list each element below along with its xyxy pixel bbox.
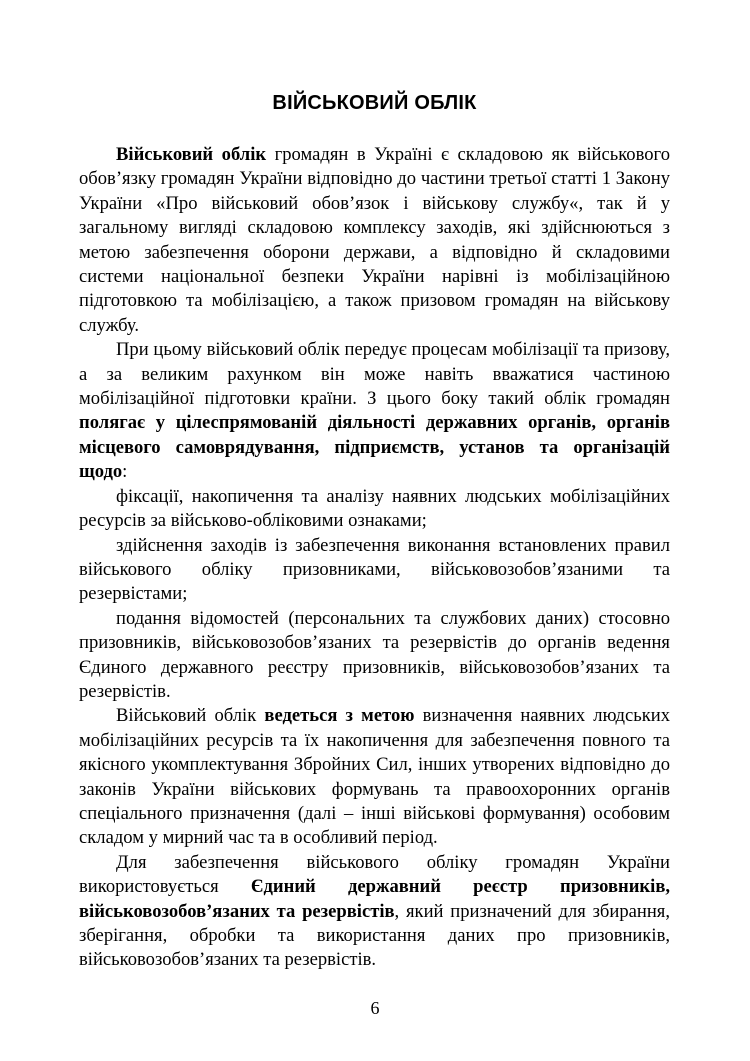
document-body — [79, 143, 670, 973]
paragraph — [79, 534, 670, 607]
paragraph — [79, 485, 670, 534]
text-run: : — [122, 461, 128, 483]
paragraph — [79, 704, 670, 850]
text-run: подання відомостей (персональних та службових даних) стосовно призовників, військовозобов’язаних та резервістів до органів ведення Єдиного державного реєстру призовників, військовозобов’язаних та резервістів. — [79, 607, 670, 702]
text-run: Для забезпечення військового обліку громадян України використовується — [79, 851, 670, 898]
text-run: здійснення заходів із забезпечення виконання встановлених правил військового обліку призовниками, військовозобов’язаними та резервістами; — [79, 534, 670, 605]
text-run: , який призначений для збирання, зберігання, обробки та використання даних про призовників, військовозобов’язаних та резервістів. — [79, 900, 670, 971]
bold-text: ведеться з метою — [264, 705, 415, 727]
text-run: Військовий облік — [116, 705, 265, 727]
bold-text: полягає у цілеспрямованій діяльності державних органів, органів місцевого самоврядування, підприємств, установ та організацій щодо — [79, 412, 670, 483]
paragraph — [79, 143, 670, 338]
page-title: ВІЙСЬКОВИЙ ОБЛІК — [272, 92, 477, 114]
text-run: фіксації, накопичення та аналізу наявних людських мобілізаційних ресурсів за військово-обліковими ознаками; — [79, 485, 670, 532]
paragraph — [79, 338, 670, 484]
bold-text: Єдиний державний реєстр призовників, військовозобов’язаних та резервістів — [79, 876, 671, 922]
bold-text: Військовий облік — [116, 144, 267, 165]
text-run: При цьому військовий облік передує процесам мобілізації та призову, а за великим рахунком він може навіть вважатися частиною мобілізаційної підготовки країни. З цього боку такий облік громадян — [79, 339, 670, 410]
paragraph — [79, 851, 670, 973]
paragraph — [79, 607, 670, 705]
text-run: громадян в Україні є складовою як військового обов’язку громадян України відповідно до частини третьої статті 1 Закону України «Про військовий обов’язок і військову службу«, так й у загальному вигляді складовою комплексу заходів, які здійснюються з метою забезпечення оборони держави, а відповідно й складовими системи національної безпеки України нарівні із мобілізаційною підготовкою та мобілізацією, а також призовом громадян на військову службу. — [79, 144, 670, 336]
page-number: 6 — [370, 998, 380, 1018]
text-run: визначення наявних людських мобілізаційних ресурсів та їх накопичення для забезпечення повного та якісного укомплектування Збройних Сил, інших утворених відповідно до законів України військових формувань та правоохоронних органів спеціального призначення (далі – інші військові формування) особовим складом у мирний час та в особливий період. — [79, 705, 670, 849]
